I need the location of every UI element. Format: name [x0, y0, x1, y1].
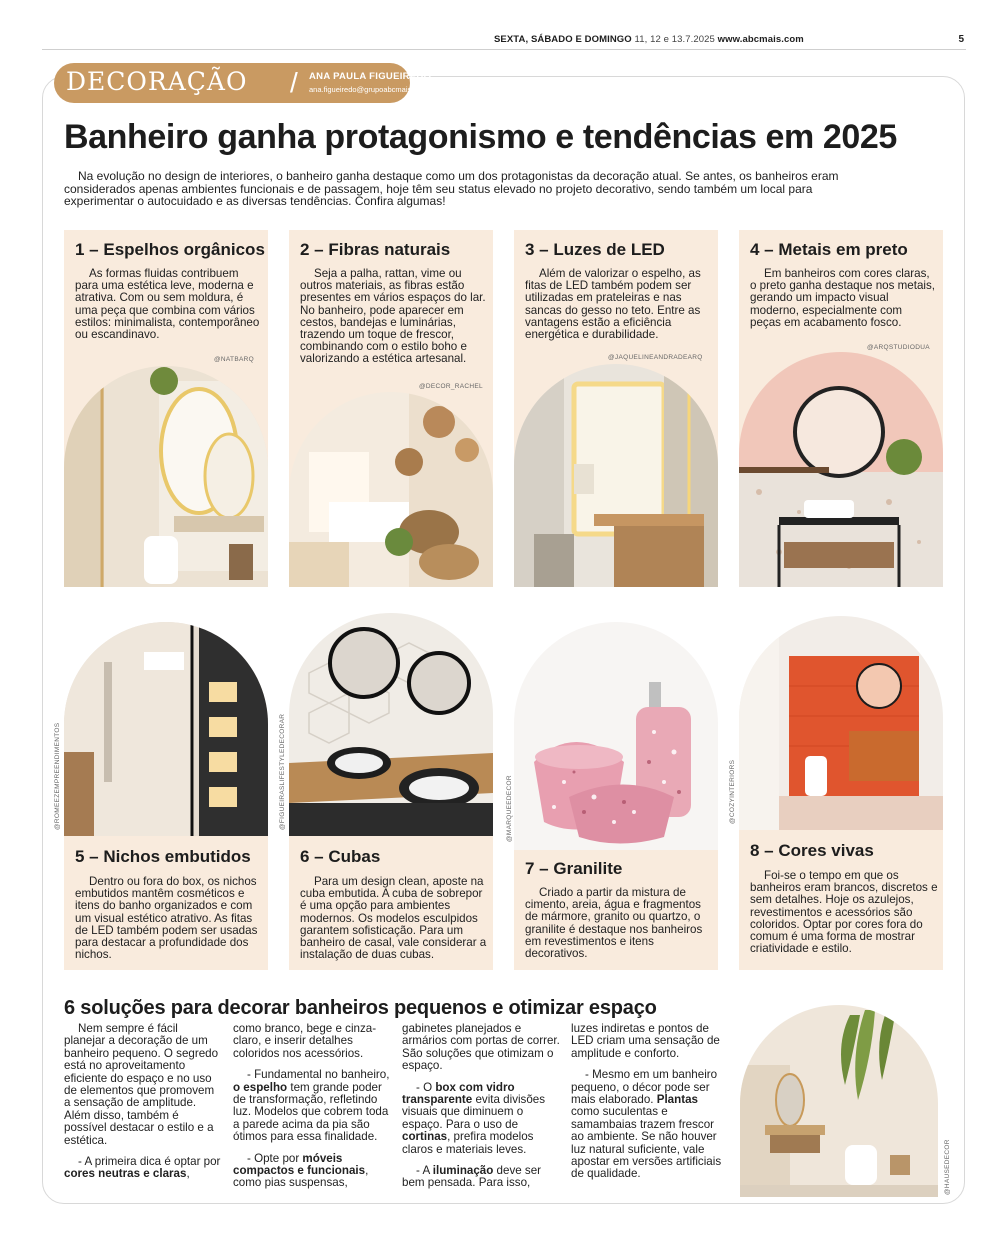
dateline-dates: 11, 12 e 13.7.2025	[634, 34, 715, 45]
photo-espelho	[64, 366, 268, 587]
solutions-paragraph: - Mesmo em um banheiro pequeno, o décor pode ser mais elaborado. Plantas como suculentas e samambaias trazem frescor ao ambiente. Se não houver luz natural suficiente, vale apostar em versões artificiais de qualidade.	[571, 1068, 722, 1181]
photo-metais	[739, 352, 943, 587]
solutions-paragraph: luzes indiretas e pontos de LED criam uma sensação de amplitude e conforto.	[571, 1022, 720, 1060]
card-granilite	[514, 850, 718, 970]
dateline-days: SEXTA, SÁBADO E DOMINGO	[494, 34, 632, 45]
solutions-paragraph: como branco, bege e cinza-claro, e inserir detalhes coloridos nos acessórios.	[233, 1022, 377, 1060]
photo-granilite	[514, 622, 718, 850]
solutions-col-3	[402, 1023, 560, 1199]
solutions-paragraph: - O box com vidro transparente evita divisões visuais que diminuem o espaço. Para o uso de cortinas, prefira modelos claros e materiais leves.	[402, 1080, 546, 1156]
card-cubas	[289, 836, 493, 970]
photo-plantas	[740, 1005, 938, 1197]
solutions-title: 6 soluções para decorar banheiros pequenos e otimizar espaço	[64, 997, 657, 1019]
section-divider: /	[290, 67, 298, 98]
photo-credit: @HAUSEDECOR	[944, 1139, 951, 1195]
card-title: 6 – Cubas	[300, 847, 381, 866]
headline: Banheiro ganha protagonismo e tendências em 2025	[64, 118, 897, 156]
card-title: 8 – Cores vivas	[750, 841, 874, 860]
card-title: 2 – Fibras naturais	[300, 240, 451, 259]
photo-credit: @NATBARQ	[214, 356, 254, 363]
dateline-site[interactable]: www.abcmais.com	[717, 34, 804, 45]
solutions-col-1	[64, 1023, 222, 1190]
intro-paragraph: Na evolução no design de interiores, o banheiro ganha destaque como um dos protagonistas da decoração atual. Se antes, os banheiros eram considerados apenas ambientes funcionais e de passagem, hoje têm seu status elevado no projeto decorativo, sendo também um local para experimentar o autocuidado e as diversas tendências. Confira algumas!	[64, 169, 839, 209]
photo-credit: @FIGUEIRASLIFESTYLEDECORAR	[279, 713, 286, 830]
photo-credit: @MARQUEEDECOR	[506, 775, 513, 842]
card-text: Para um design clean, aposte na cuba embutida. A cuba de sobrepor é uma opção para ambientes modernos. Os modelos esculpidos garantem sofisticação. Para um banheiro de casal, vale considerar a instalação de duas cubas.	[300, 875, 487, 962]
section-name: DECORAÇÃO	[66, 67, 248, 96]
card-cores	[739, 830, 943, 970]
card-text: As formas fluidas contribuem para uma estética leve, moderna e atrativa. Com ou sem moldura, é uma peça que combina com vários estilos: minimalista, contemporâneo ou escandinavo.	[75, 267, 260, 342]
card-title: 1 – Espelhos orgânicos	[75, 240, 265, 259]
page-header	[42, 28, 966, 50]
solutions-paragraph: - A iluminação deve ser bem pensada. Para isso,	[402, 1164, 542, 1190]
photo-credit: @COZYINTERIORS	[729, 759, 736, 824]
card-text: Foi-se o tempo em que os banheiros eram brancos, discretos e sem detalhes. Hoje os azulejos, revestimentos e acessórios são coloridos. Optar por cores fora do comum é uma forma de mostrar criatividade e estilo.	[750, 869, 938, 956]
card-text: Dentro ou fora do box, os nichos embutidos mantêm cosméticos e itens do banho organizados e com um visual estético atrativo. As fitas de LED também podem ser usadas para destacar a profundidade dos nichos.	[75, 875, 258, 962]
dateline	[494, 34, 804, 45]
card-text: Em banheiros com cores claras, o preto ganha destaque nos metais, gerando um impacto visual moderno, especialmente com peças em acabamento fosco.	[750, 267, 935, 329]
card-title: 3 – Luzes de LED	[525, 240, 665, 259]
photo-cores	[739, 616, 943, 830]
solutions-col-4	[571, 1023, 729, 1190]
solutions-paragraph: - A primeira dica é optar por cores neutras e claras,	[64, 1155, 221, 1181]
card-title: 7 – Granilite	[525, 859, 623, 878]
author-email[interactable]: ana.figueiredo@grupoabcmais.com.br	[309, 85, 437, 94]
section-tab	[54, 63, 437, 103]
photo-nichos	[64, 622, 268, 836]
page-number: 5	[958, 34, 964, 45]
card-title: 4 – Metais em preto	[750, 240, 908, 259]
solutions-paragraph: Nem sempre é fácil planejar a decoração de um banheiro pequeno. O segredo está no aproveitamento eficiente do espaço e no uso de elementos que promovem a sensação de amplitude. Além disso, também é possível destacar o estilo e a estética.	[64, 1022, 219, 1147]
card-title: 5 – Nichos embutidos	[75, 847, 251, 866]
card-nichos	[64, 836, 268, 970]
photo-credit: @DECOR_RACHEL	[419, 383, 483, 390]
photo-led	[514, 364, 718, 587]
solutions-paragraph: - Opte por móveis compactos e funcionais, como pias suspensas,	[233, 1151, 369, 1190]
card-text: Criado a partir da mistura de cimento, areia, água e fragmentos de mármore, granito ou quartzo, o granilite é destaque nos banheiros em revestimentos e itens decorativos.	[525, 886, 703, 961]
photo-cubas	[289, 613, 493, 836]
solutions-paragraph: gabinetes planejados e armários com portas de correr. São soluções que otimizam o espaço.	[402, 1022, 560, 1073]
photo-fibras	[289, 392, 493, 587]
photo-credit: @ROMEEZEMPREENDIMENTOS	[54, 722, 61, 830]
solutions-col-2	[233, 1023, 391, 1199]
author-name: ANA PAULA FIGUEIREDO	[309, 71, 432, 82]
card-text: Seja a palha, rattan, vime ou outros materiais, as fibras estão presentes em vários espaços do lar. No banheiro, pode aparecer em cestos, bandejas e luminárias, trazendo um toque de frescor, combinando com o estilo boho e valorizando a estética artesanal.	[300, 267, 486, 366]
photo-credit: @ARQSTUDIODUA	[867, 344, 930, 351]
solutions-paragraph: - Fundamental no banheiro, o espelho tem grande poder de transformação, refletindo luz. Modelos que cobrem toda a parede acima da pia são ótimos para essa finalidade.	[233, 1068, 390, 1144]
card-text: Além de valorizar o espelho, as fitas de LED também podem ser utilizadas em prateleiras e nas sancas do gesso no teto. Entre as vantagens estão a eficiência energética e durabilidade.	[525, 267, 701, 342]
photo-credit: @JAQUELINEANDRADEARQ	[608, 354, 703, 361]
